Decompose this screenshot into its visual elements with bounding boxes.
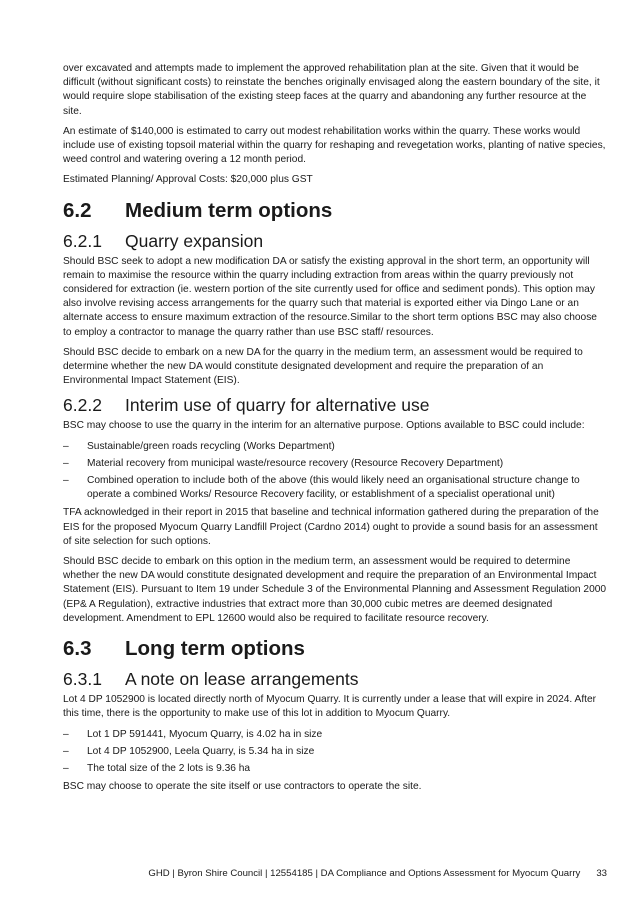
list-item: – Lot 1 DP 591441, Myocum Quarry, is 4.02 ha in size [63,728,607,742]
dash-bullet: – [63,762,69,774]
subsection-number: 6.2.1 [63,230,102,251]
footer-text: GHD | Byron Shire Council | 12554185 | DA Compliance and Options Assessment for Myocum Quarry [148,868,581,879]
subsection-title: Quarry expansion [125,230,264,251]
paragraph: Should BSC decide to embark on a new DA for the quarry in the medium term, an assessment would be required to determine whether the new DA would constitute designated development and require the preparation of an Environmental Impact Statement (EIS). [63,346,583,387]
page-footer [148,868,607,879]
paragraph: over excavated and attempts made to implement the approved rehabilitation plan at the site. Given that it would be difficult (without significant costs) to reinstate the benches originally envisaged along the eastern boundary of the site, it would require slope stabilisation of the existing steep faces at the quarry and abandoning any further resource at the site. [63,63,600,117]
section-heading-6-2 [63,198,607,224]
subsection-heading-6-3-1 [63,668,607,690]
dash-bullet: – [63,728,69,740]
paragraph: An estimate of $140,000 is estimated to carry out modest rehabilitation works within the quarry. These works would include use of existing topsoil material within the quarry for reshaping and revegetation works, planting of native species, weed control and watering overing a 12 month period. [63,125,606,166]
subsection-title: Interim use of quarry for alternative use [125,395,430,416]
bullet-list [63,728,607,777]
subsection-number: 6.2.2 [63,395,102,416]
dash-bullet: – [63,745,69,757]
paragraph: Should BSC decide to embark on this option in the medium term, an assessment would be required to determine whether the new DA would constitute designated development and require the preparation of an Environmental Impact Statement (EIS). Pursuant to Item 19 under Schedule 3 of the Environmental Planning and Assessment Regulation 2000 (EP& A Regulation), extractive industries that extract more than 30,000 cubic metres are deemed designated development. Amendment to EPL 12600 would also be required to facilitate resource recovery. [63,556,607,624]
list-item: – Lot 4 DP 1052900, Leela Quarry, is 5.34 ha in size [63,745,607,759]
subsection-title: A note on lease arrangements [125,669,359,690]
list-item: – Combined operation to include both of the above (this would likely need an organisational structure change to operate a combined Works/ Resource Recovery facility, or establishment of a specialist operational unit) [63,475,580,501]
section-number: 6.2 [63,198,92,222]
subsection-heading-6-2-1 [63,230,607,252]
paragraph: BSC may choose to operate the site itself or use contractors to operate the site. [63,781,422,793]
document-page [63,62,607,800]
list-item: – Material recovery from municipal waste/resource recovery (Resource Recovery Department) [63,457,607,471]
section-heading-6-3 [63,636,607,662]
list-item: – The total size of the 2 lots is 9.36 ha [63,762,607,776]
section-number: 6.3 [63,637,92,661]
section-title: Long term options [125,637,305,661]
paragraph: Estimated Planning/ Approval Costs: $20,000 plus GST [63,174,313,186]
paragraph: BSC may choose to use the quarry in the interim for an alternative purpose. Options available to BSC could include: [63,420,585,432]
dash-bullet: – [63,475,69,487]
subsection-number: 6.3.1 [63,669,102,690]
bullet-list [63,440,607,503]
paragraph: TFA acknowledged in their report in 2015 that baseline and technical information gathered during the preparation of the EIS for the proposed Myocum Quarry Landfill Project (Cardno 2014) ought to provide a sound basis for an assessment of site selection for such options. [63,507,599,547]
page-number: 33 [596,868,607,879]
subsection-heading-6-2-2 [63,394,607,416]
dash-bullet: – [63,457,69,469]
list-item: – Sustainable/green roads recycling (Works Department) [63,440,607,454]
paragraph: Lot 4 DP 1052900 is located directly north of Myocum Quarry. It is currently under a lease that will expire in 2024. After this time, there is the opportunity to make use of this lot in addition to Myocum Quarry. [63,694,597,720]
dash-bullet: – [63,440,69,452]
section-title: Medium term options [125,198,333,222]
paragraph: Should BSC seek to adopt a new modification DA or satisfy the existing approval in the short term, an opportunity will remain to maximise the resource within the quarry including extraction from areas within the quarry previously not considered for extraction (ie. western portion of the site currently used for office and sediment ponds). This option may also involve revising access arrangements for the quarry such that material is exported either via Dingo Lane or an alternate access to ensure maximum extraction of the resource.Similar to the short term options BSC may also choose to employ a contractor to manage the quarry rather than use BSC staff/ resources. [63,255,597,338]
